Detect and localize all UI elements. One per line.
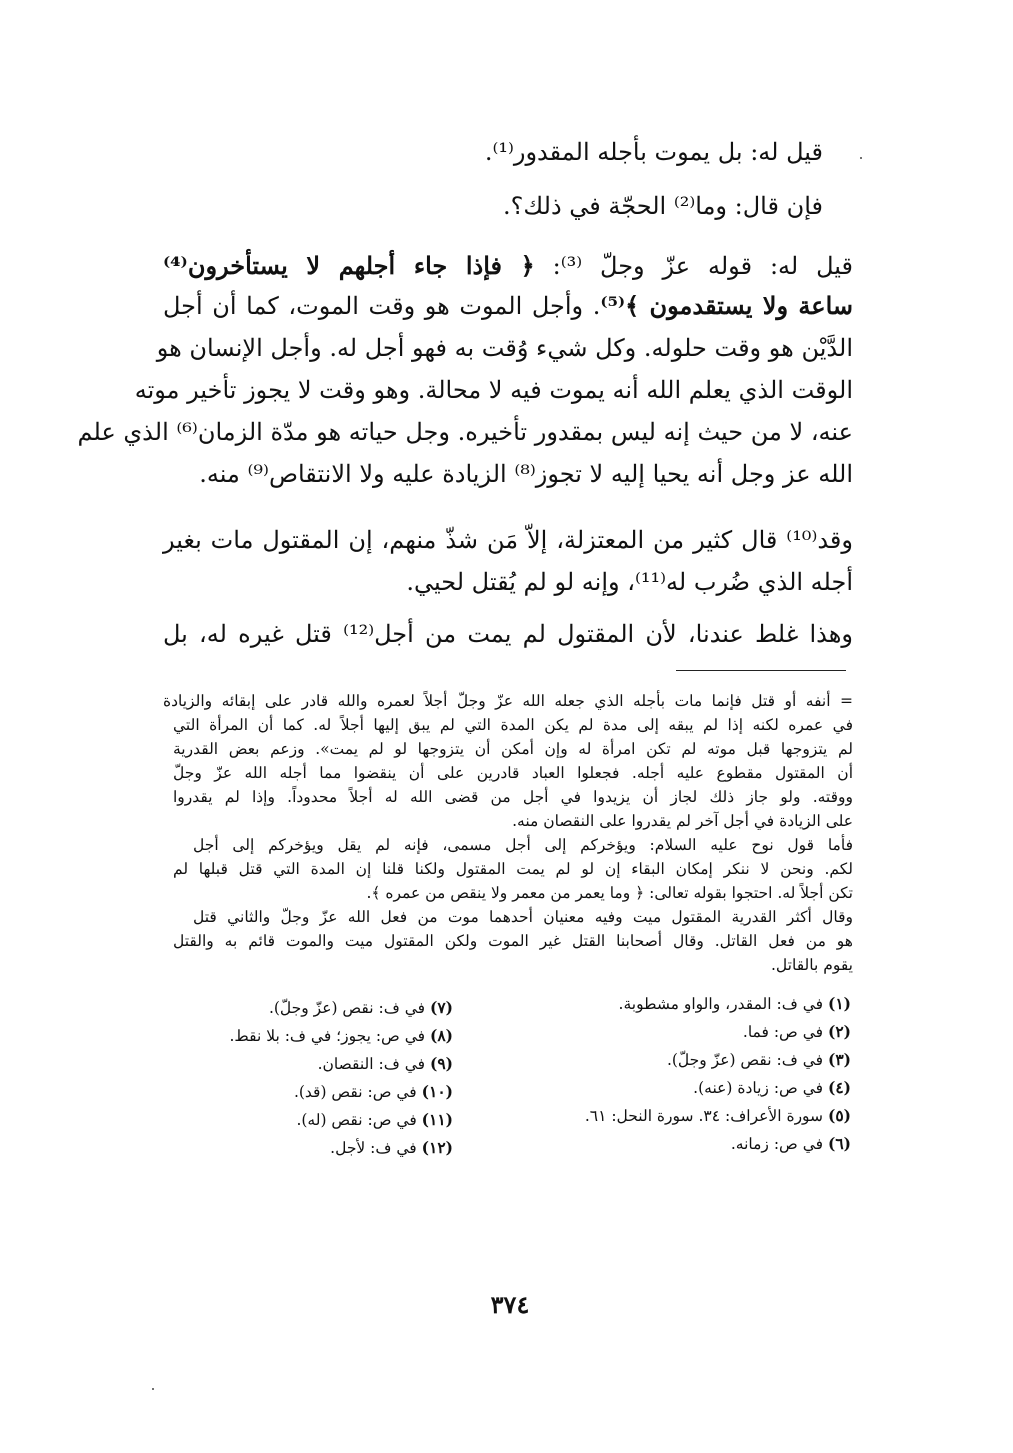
note-1 [619,996,851,1013]
footnote-line-8: لكم. ونحن لا ننكر إمكان البقاء إن لو لم يمت المقتول ولكنا قلنا إن المدة التي قتل قبلها لم [173,860,853,878]
note-5-number: (٥) [827,1106,851,1125]
main-line-11: وهذا غلط عندنا، لأن المقتول لم يمت من أجل⁽¹²⁾ قتل غيره له، بل [163,620,853,648]
note-4-text: في ص: زيادة (عنه). [693,1079,828,1097]
note-8 [229,1028,453,1045]
footnote-line-11: هو من فعل القاتل. وقال أصحابنا القتل غير الموت ولكن المقتول ميت والموت قائم به والقتل [173,932,853,950]
main-line-10: أجله الذي ضُرب له⁽¹¹⁾، وإنه لو لم يُقتل لحيي. [406,568,853,596]
scan-speck [152,1388,154,1390]
note-6-text: في ص: زمانه. [730,1135,828,1153]
note-9 [318,1056,453,1073]
main-line-5: الدَّيْن هو وقت حلوله. وكل شيء وُقت به فهو أجل له. وأجل الإنسان هو [156,334,853,362]
note-6-number: (٦) [827,1134,851,1153]
note-8-text: في ص: يجوز؛ في ف: بلا نقط. [229,1027,430,1045]
note-11 [296,1112,453,1129]
footnote-line-12: يقوم بالقاتل. [771,956,853,974]
note-1-number: (١) [827,994,851,1013]
scan-speck [860,157,862,159]
footnote-line-7: فأما قول نوح عليه السلام: ويؤخركم إلى أجل مسمى، فإنه لم يقل ويؤخركم إلى أجل [193,836,853,854]
note-5 [585,1108,851,1125]
footnote-line-4: أن المقتول مقطوع عليه أجله. فجعلوا العباد قادرين على أن ينقضوا مما أجله الله عزّ وجلّ [173,764,853,782]
footnote-line-5: ووقته. ولو جاز ذلك لجاز أن يزيدوا في أجل من قضى الله له أجلاً محدوداً. وإذا لم يقدروا [173,788,853,806]
footnote-line-10: وقال أكثر القدرية المقتول ميت وفيه معنيان أحدهما موت من فعل الله عزّ وجلّ والثاني قتل [193,908,853,926]
main-line-7: عنه، لا من حيث إنه ليس بمقدور تأخيره. وجل حياته هو مدّة الزمان⁽⁶⁾ الذي علم [77,418,853,446]
main-line-3-intro: قيل له: قوله عزّ وجلّ ⁽³⁾: [534,252,854,280]
footnote-line-3: لم يتزوجها قبل موته لم تكن امرأة له وإن أمكن أن يتزوجها لو لم يمت». وزعم بعض القدرية [173,740,853,758]
note-12-number: (١٢) [421,1138,453,1157]
note-8-number: (٨) [429,1026,453,1045]
note-4-number: (٤) [827,1078,851,1097]
main-line-8: الله عز وجل أنه يحيا إليه لا تجوز⁽⁸⁾ الزيادة عليه ولا الانتقاص⁽⁹⁾ منه. [199,460,853,488]
main-line-9: وقد⁽¹⁰⁾ قال كثير من المعتزلة، إلاّ مَن شذّ منهم، إن المقتول مات بغير [163,526,853,554]
footnote-line-6: على الزيادة في أجل آخر لم يقدروا على النقصان منه. [512,812,853,830]
note-6 [731,1136,851,1153]
main-line-2-text: فإن قال: وما⁽²⁾ الحجّة في ذلك؟. [503,192,823,220]
note-2-number: (٢) [827,1022,851,1041]
main-line-3 [163,251,854,280]
note-10 [294,1084,453,1101]
note-5-text: سورة الأعراف: ٣٤. سورة النحل: ٦١. [584,1107,828,1125]
note-3-number: (٣) [827,1050,851,1069]
note-10-number: (١٠) [421,1082,453,1101]
footnote-line-1: = أنفه أو قتل فإنما مات بأجله الذي جعله الله عزّ وجلّ أجلاً لعمره والله قادر على إبقائه والزيادة [163,692,853,710]
note-11-number: (١١) [421,1110,453,1129]
note-7-number: (٧) [429,998,453,1017]
note-12 [330,1140,453,1157]
note-9-text: في ف: النقصان. [317,1055,430,1073]
note-4 [693,1080,851,1097]
footnote-line-9: تكن أجلاً له. احتجوا بقوله تعالى: ﴿ وما يعمر من معمر ولا ينقص من عمره ﴾. [366,884,853,902]
main-line-4 [163,291,853,320]
main-line-2 [263,194,823,218]
note-12-text: في ف: لأجل. [330,1139,422,1157]
footnote-line-2: في عمره لكنه إذا لم يبقه إلى مدة لم يكن المدة التي لم يبق إليها أجلاً له. كما أن المرأة التي [173,716,853,734]
page-number: ٣٧٤ [490,1290,530,1319]
note-11-text: في ص: نقص (له). [296,1111,422,1129]
note-10-text: في ص: نقص (قد). [293,1083,422,1101]
note-7 [269,1000,453,1017]
main-line-6: الوقت الذي يعلم الله أنه يموت فيه لا محالة. وهو وقت لا يجوز تأخير موته [134,376,853,404]
quran-verse-a: ﴿ فإذا جاء أجلهم لا يستأخرون⁽⁴⁾ [163,251,535,280]
quran-verse-b: ساعة ولا يستقدمون ﴾⁽⁵⁾ [600,291,853,320]
main-line-4-rest: . وأجل الموت هو وقت الموت، كما أن أجل [163,292,601,320]
note-7-text: في ف: نقص (عزّ وجلّ). [268,999,430,1017]
main-line-1 [263,140,823,164]
note-1-text: في ف: المقدر، والواو مشطوبة. [618,995,828,1013]
note-2-text: في ص: فما. [742,1023,828,1041]
note-3 [667,1052,851,1069]
footnote-divider [676,670,846,671]
main-line-1-text: قيل له: بل يموت بأجله المقدور⁽¹⁾. [484,138,823,166]
note-3-text: في ف: نقص (عزّ وجلّ). [666,1051,828,1069]
note-2 [743,1024,851,1041]
note-9-number: (٩) [429,1054,453,1073]
